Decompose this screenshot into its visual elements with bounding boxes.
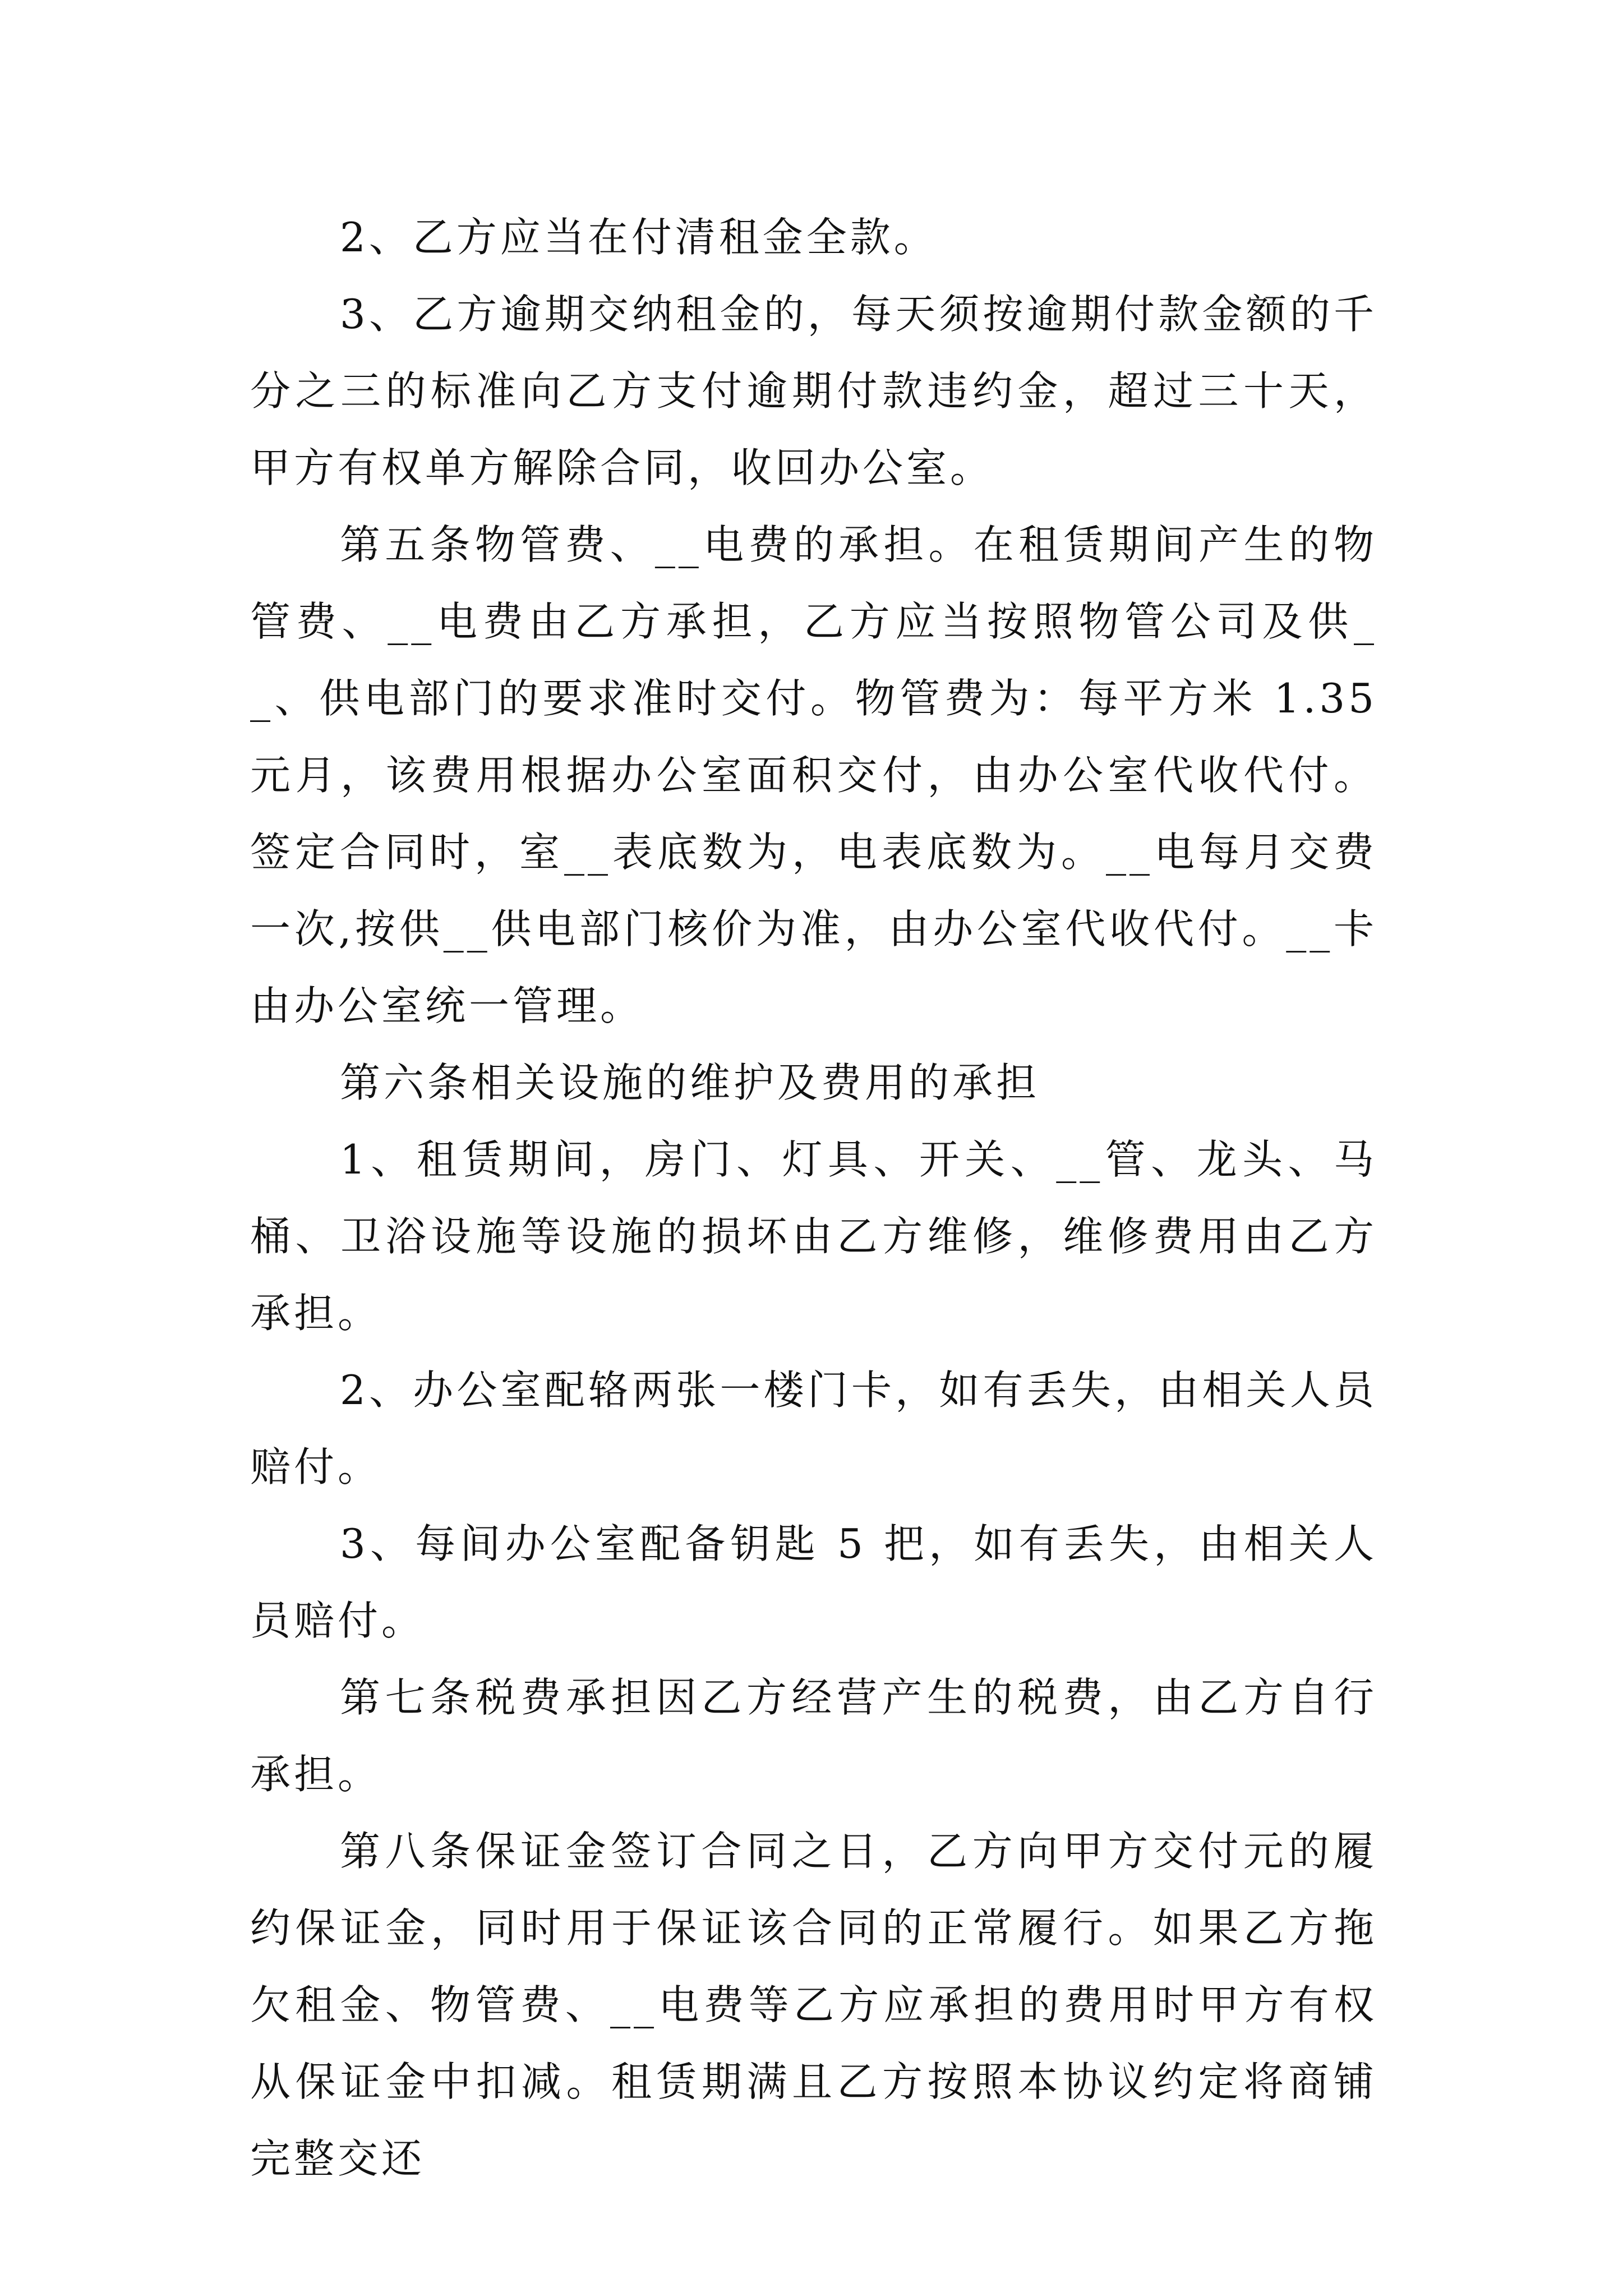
paragraph-clause-4-2: 2、乙方应当在付清租金全款。 — [340, 214, 938, 261]
paragraph-clause-6-2: 2、办公室配辂两张一楼门卡，如有丢失，由相关人员赔付。 — [250, 1366, 1377, 1490]
paragraph-clause-6-1: 1、租赁期间，房门、灯具、开关、__管、龙头、马桶、卫浴设施等设施的损坏由乙方维修，维修费用由乙方承担。 — [250, 1136, 1377, 1337]
paragraph-clause-6-3: 3、每间办公室配备钥匙 5 把，如有丢失，由相关人员赔付。 — [250, 1520, 1377, 1644]
paragraph-clause-4-3: 3、乙方逾期交纳租金的，每天须按逾期付款金额的千分之三的标准向乙方支付逾期付款违约金，超过三十天，甲方有权单方解除合同，收回办公室。 — [250, 291, 1377, 491]
paragraph-article-5: 第五条物管费、__电费的承担。在租赁期间产生的物管费、__电费由乙方承担，乙方应当按照物管公司及供__、供电部门的要求准时交付。物管费为：每平方米 1.35 元月，该费用根据办公室面积交付，由办公室代收代付。签定合同时，室__表底数为，电表底数为。__电每月交费一次,按供__供电部门核价为准，由办公室代收代付。__卡由办公室统一管理。 — [250, 521, 1377, 1029]
paragraph-article-8: 第八条保证金签订合同之日，乙方向甲方交付元的履约保证金，同时用于保证该合同的正常履行。如果乙方拖欠租金、物管费、__电费等乙方应承担的费用时甲方有权从保证金中扣减。租赁期满且乙方按照本协议约定将商铺完整交还 — [250, 1828, 1377, 2182]
paragraph-article-7: 第七条税费承担因乙方经营产生的税费，由乙方自行承担。 — [250, 1674, 1377, 1798]
paragraph-article-6-heading: 第六条相关设施的维护及费用的承担 — [340, 1059, 1040, 1106]
document-body — [250, 199, 1377, 2197]
